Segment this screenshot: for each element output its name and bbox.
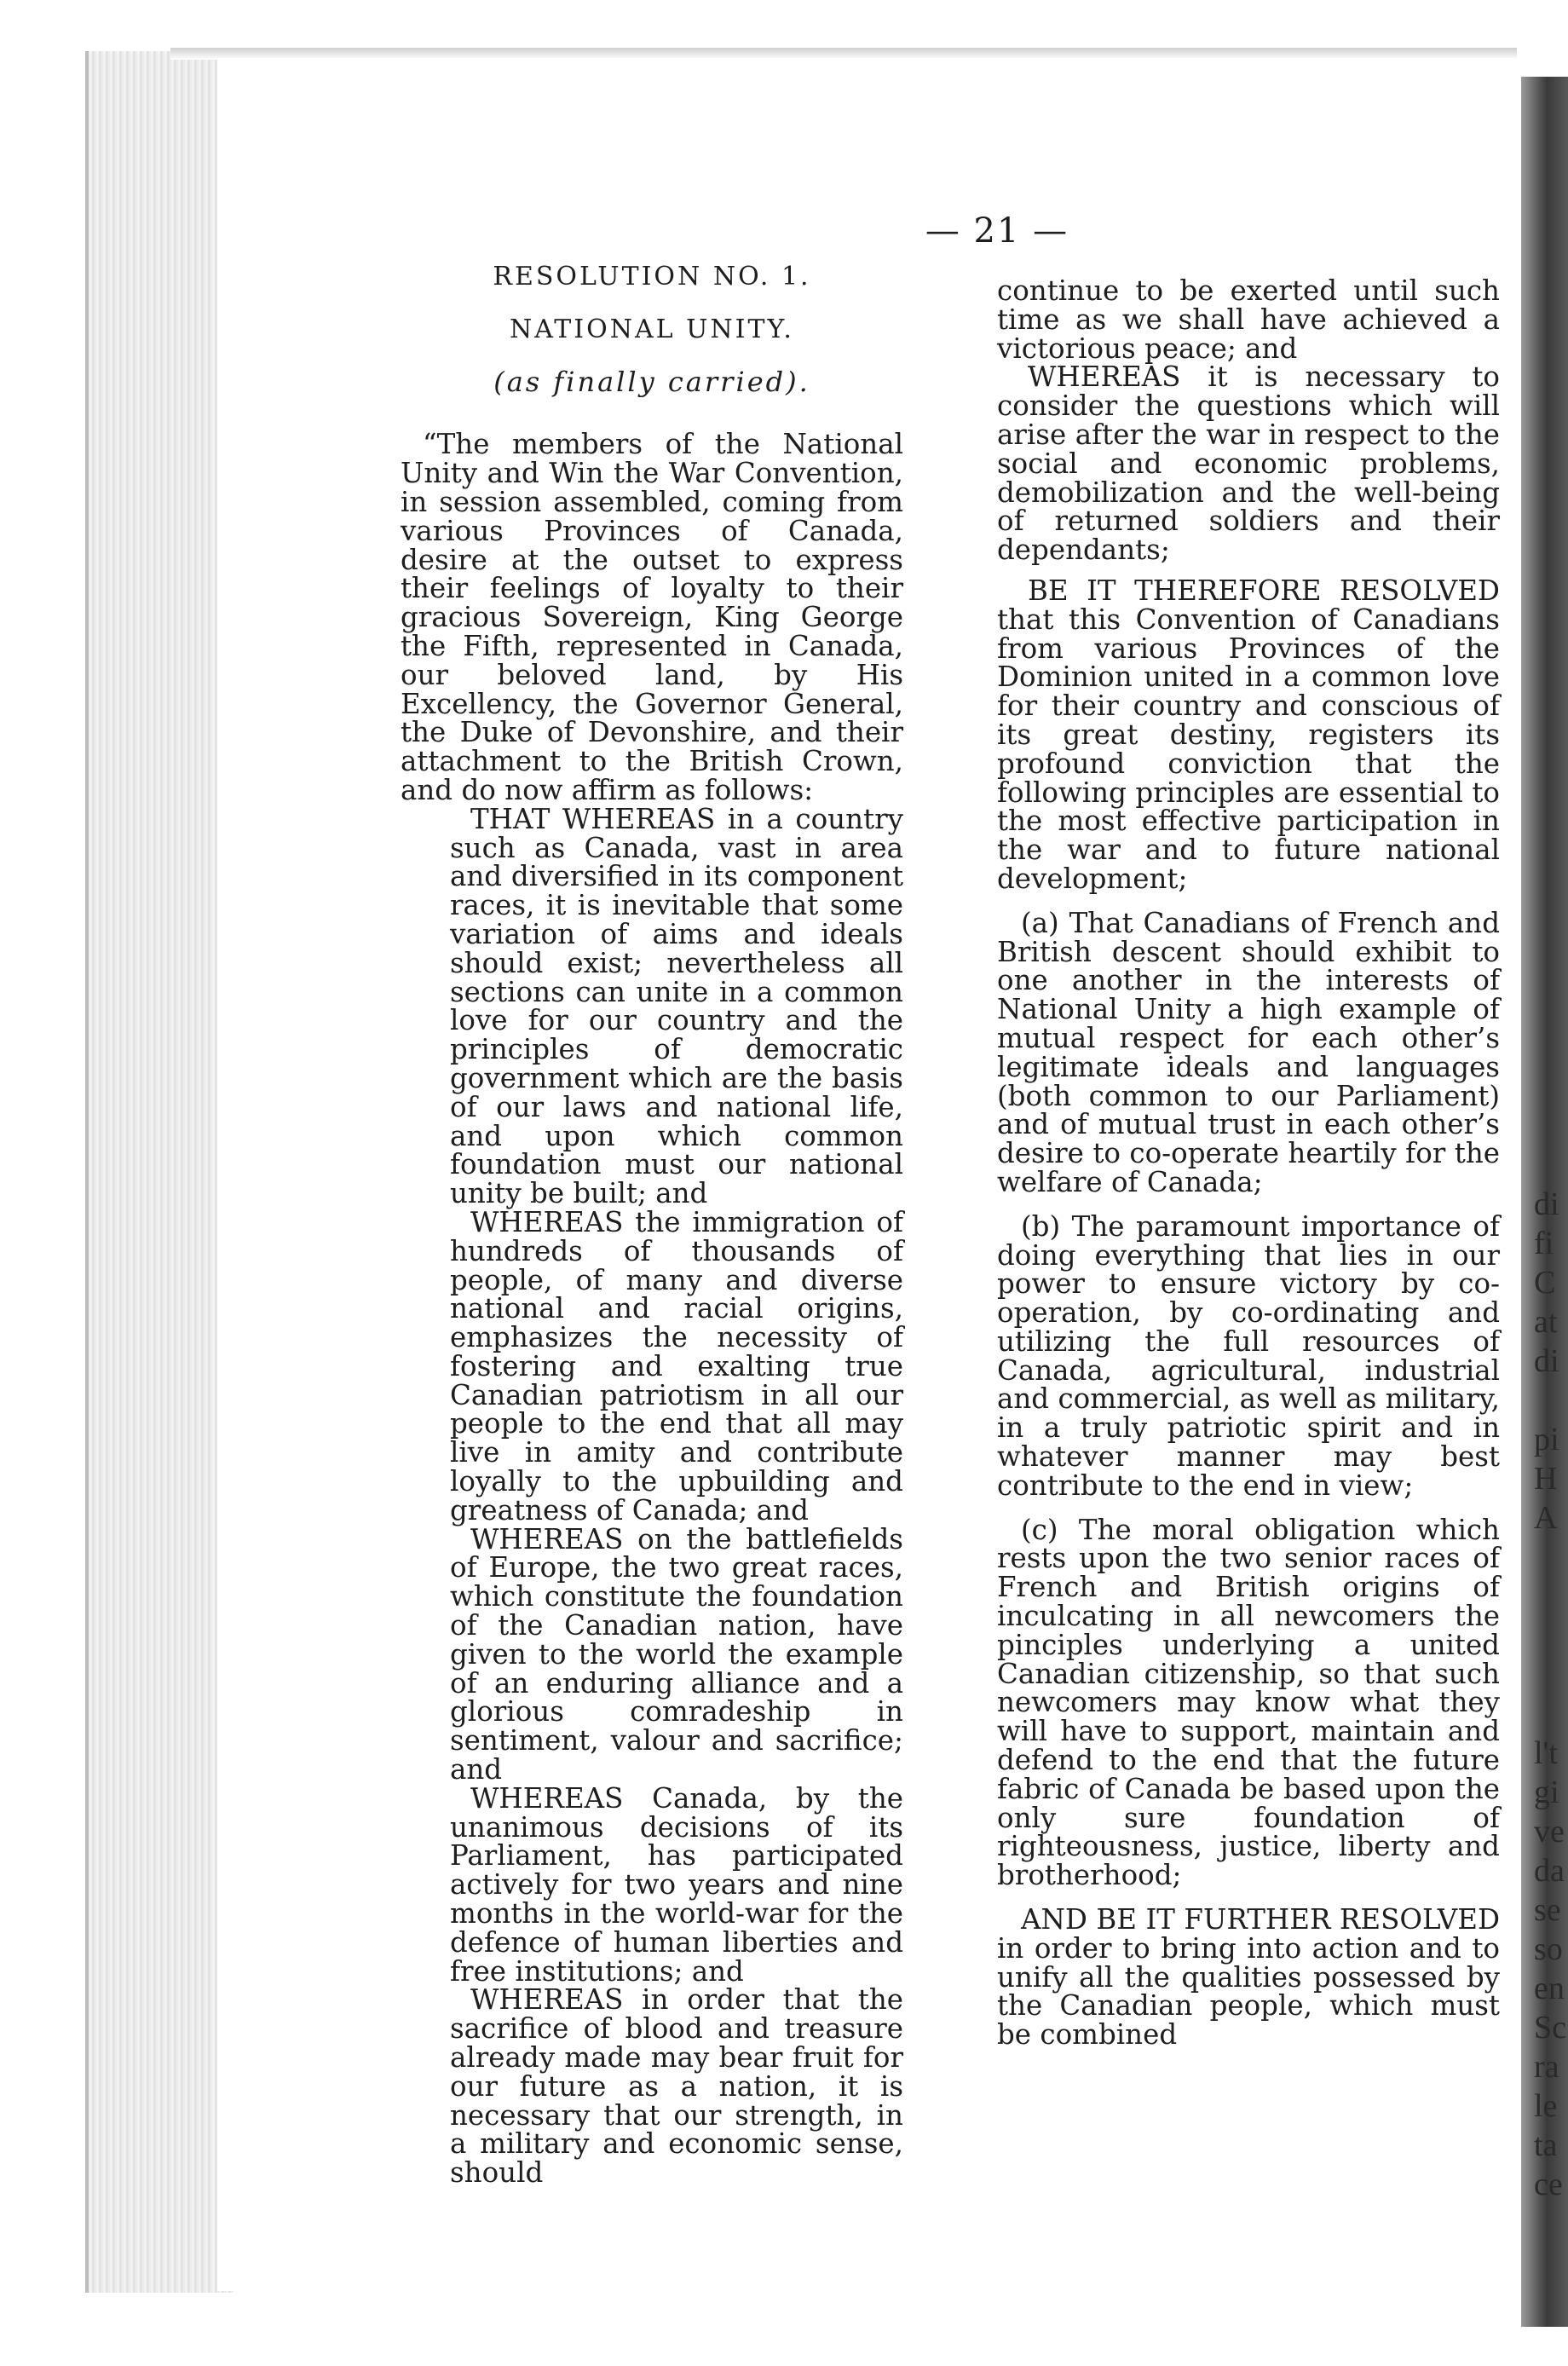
resolution-note: (as finally carried). — [493, 365, 810, 398]
paragraph: “The members of the National Unity and Win the War Convention, in session assembled, coming from various Provinces of Canada, desire at the outset to express their feelings of loyalty to their gracious Sovereign, King George the Fifth, represented in Canada, our beloved land, by His Excellency, the Governor General, the Duke of Devonshire, and their attachment to the British Crown, and do now affirm as follows: — [401, 428, 903, 806]
paragraph: (a) That Canadians of French and British descent should exhibit to one another in the interests of National Unity a high example of mutual respect for each other’s legitimate ideals and languages (both common to our Parliament) and of mutual trust in each other’s desire to co-operate heartily for the welfare of Canada; — [997, 906, 1500, 1198]
book-page-edges — [85, 51, 233, 2293]
resolution-heading: RESOLUTION NO. 1. — [493, 262, 811, 291]
paragraph: WHEREAS Canada, by the unanimous decisions of its Parliament, has participated actively for two years and nine months in the world-war for the defence of human liberties and free institutions; and — [450, 1781, 903, 1988]
paragraph: WHEREAS the immigration of hundreds of thousands of people, of many and diverse national and racial origins, emphasizes the necessity of fostering and exalting true Canadian patriotism in all our people to the end that all may live in amity and contribute loyally to the upbuilding and greatness of Canada; and — [450, 1205, 903, 1526]
paragraph: (c) The moral obligation which rests upon the two senior races of French and British origins of inculcating in all newcomers the pinciples underlying a united Canadian citizenship, so that such newcomers may know what they will have to support, maintain and defend to the end that the future fabric of Canada be based upon the only sure foundation of righteousness, justice, liberty and brotherhood; — [997, 1513, 1500, 1892]
right-column — [997, 274, 1500, 2051]
paragraph: THAT WHEREAS in a country such as Canada, vast in area and diversified in its component races, it is inevitable that some variation of aims and ideals should exist; nevertheless all sections can unite in a common love for our country and the principles of democratic government which are the basis of our laws and national life, and upon which common foundation must our national unity be built; and — [450, 802, 903, 1210]
paragraph: continue to be exerted until such time as we shall have achieved a victorious peace; and — [997, 274, 1500, 365]
paragraph: (b) The paramount importance of doing everything that lies in our power to ensure victory by co-operation, by co-ordinating and utilizing the full resources of Canada, agricultural, industrial and commercial, as well as military, in a truly patriotic spirit and in whatever manner may best contribute to the end in view; — [997, 1209, 1500, 1502]
left-column — [401, 256, 903, 2188]
paragraph: WHEREAS it is necessary to consider the questions which will arise after the war in respect to the social and economic problems, demobilization and the well-being of returned soldiers and their dependants; — [997, 361, 1500, 567]
page-number: — 21 — — [925, 211, 1069, 251]
next-page-fragment: di fi C at di pi H A l't gi ve da se so en Sc ra le ta ce — [1534, 1186, 1566, 2202]
paragraph: BE IT THEREFORE RESOLVED that this Convention of Canadians from various Provinces of the Dominion united in a common love for their country and conscious of its great destiny, registers its profound conviction that the following principles are essential to the most effective participation in the war and to future national development; — [997, 574, 1500, 895]
paragraph: WHEREAS on the battlefields of Europe, the two great races, which constitute the foundation of the Canadian nation, have given to the world the example of an enduring alliance and a glorious comradeship in sentiment, valour and sacrifice; and — [450, 1522, 903, 1786]
resolution-subheading: NATIONAL UNITY. — [510, 314, 794, 344]
paragraph: AND BE IT FURTHER RESOLVED in order to bring into action and to unify all the qualities possessed by the Canadian people, which must be combined — [997, 1903, 1500, 2051]
paragraph: WHEREAS in order that the sacrifice of blood and treasure already made may bear fruit for our future as a nation, it is necessary that our strength, in a military and economic sense, should — [450, 1983, 903, 2190]
